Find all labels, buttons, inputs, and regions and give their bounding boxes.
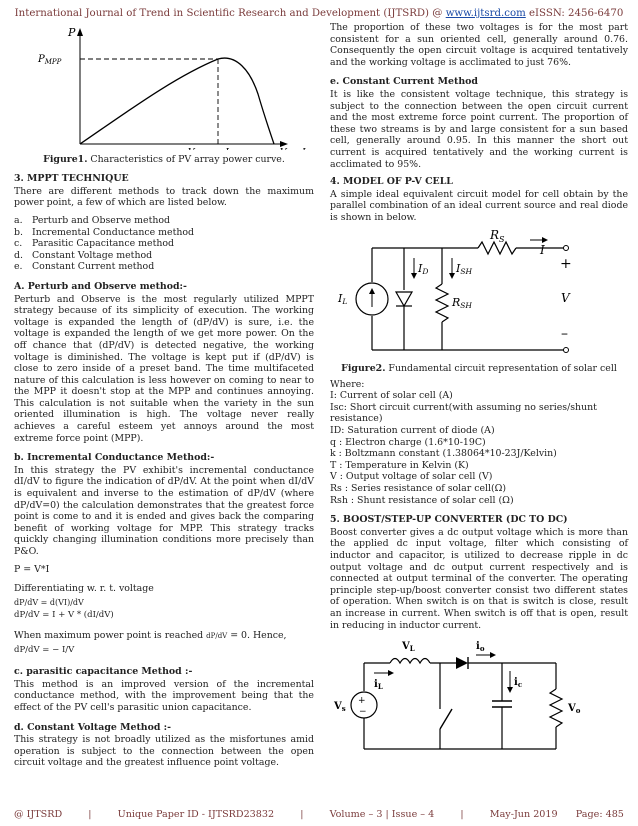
vs-label: $V_s$ (334, 701, 346, 714)
x-axis-arrow-icon (280, 141, 288, 147)
list-item: a. Perturb and Observe method (14, 214, 171, 226)
io-arrow-icon (490, 652, 496, 658)
y-axis-arrow-icon (77, 28, 83, 36)
header-journal: International Journal of Trend in Scientific Research and Development (IJTSRD) @ (14, 8, 446, 19)
list-item: Rs : Series resistance of solar cell(Ω) (330, 483, 507, 495)
equation-dp-dv-3: dP/dV = − I/V (14, 644, 75, 655)
boost-diode-icon (456, 657, 468, 669)
equation-p-vi: P = V*I (14, 563, 50, 575)
section-d-paragraph: This strategy is not broadly utilized as the misfortunes amid operation is subject to the connection between the open circuit voltage and the greatest influence point voltage. (14, 734, 314, 769)
differentiating-line: Differentiating w. r. t. voltage (14, 583, 154, 595)
figure1-caption: Figure1. Characteristics of PV array power curve. (43, 153, 285, 165)
shunt-current-arrow-icon (449, 273, 455, 279)
il-arrow-icon (388, 670, 394, 676)
vmpp-label (188, 148, 245, 150)
journal-url-link[interactable]: www.ijtsrd.com (445, 8, 526, 19)
diode-current-arrow-icon (411, 273, 417, 279)
where-label: Where: (330, 378, 365, 390)
list-item: I: Current of solar cell (A) (330, 390, 453, 402)
header-eissn: eISSN: 2456-6470 (525, 8, 624, 19)
right-column (330, 22, 628, 763)
io-label: $i_o$ (476, 641, 485, 654)
svg-text:+: + (358, 696, 366, 707)
terminal-plus-icon (564, 245, 569, 250)
section5-paragraph: Boost converter gives a dc output voltage which is more than the applied dc input voltage, filter which consisting of inductor and capacitor, is utilized to decrease ripple in dc output voltage and dc output current respectively and is connected at output terminal of the converter. The operating principle step-up/boost converter consist two different states of operation. When switch is on that is switch is close, result an increase in current. When switch is off that is open, result in reducing in inductor current. (330, 526, 628, 631)
v-label: V (561, 290, 570, 305)
il-boost-label: $i_L$ (374, 679, 383, 692)
list-item: q : Electron charge (1.6*10-19C) (330, 436, 486, 448)
equation-dp-dv-1: dP/dV = d(VI)/dV (14, 597, 84, 607)
x-axis-label (280, 148, 306, 150)
max-power-point-line: When maximum power point is reached dP/dV = 0. Hence, (14, 629, 287, 641)
section-e-paragraph: It is like the consistent voltage technique, this strategy is subject to the connection between the open circuit current and the most extreme force point current. The proportion of these two streams is by and large consistent for a sun based cell, generally around 0.95. In this manner the short out current is acquired tentatively and the working current is acclimated to 95%. (330, 88, 628, 170)
section-a-heading: A. Perturb and Observe method:- (14, 280, 187, 292)
ish-label: ISH (456, 261, 473, 276)
shunt-resistor-icon (436, 284, 448, 322)
vl-label: $V_L$ (402, 641, 415, 654)
voltage-ratio-paragraph: The proportion of these two voltages is for the most part consistent for a sun oriented cell, generally around 0.76. Consequently the open circuit voltage is acquired tentatively and the working voltage is acclimated to just 76%. (330, 22, 628, 68)
power-curve (80, 58, 274, 144)
list-item: Isc: Short circuit current(with assuming no series/shunt resistance) (330, 401, 597, 425)
terminal-minus-icon (564, 347, 569, 352)
definitions-list (330, 379, 628, 507)
rsh-label: RSH (452, 295, 472, 310)
list-item: V : Output voltage of solar cell (V) (330, 471, 493, 483)
footer-journal: @ IJTSRD (14, 809, 63, 820)
equation-dp-dv-2: dP/dV = I + V * (dI/dV) (14, 610, 114, 621)
i-label: I (540, 242, 545, 257)
ic-label: $i_c$ (514, 677, 523, 690)
section-b-heading: b. Incremental Conductance Method:- (14, 452, 215, 464)
list-item: b. Incremental Conductance method (14, 226, 195, 238)
list-item: d. Constant Voltage method (14, 249, 153, 261)
footer-date: May-Jun 2019 (489, 809, 558, 820)
list-item: k : Boltzmann constant (1.38064*10-23J/Kelvin) (330, 448, 557, 460)
list-item: Rsh : Shunt resistance of solar cell (Ω) (330, 494, 514, 506)
inductor-icon (390, 659, 430, 664)
list-item: e. Constant Current method (14, 261, 155, 273)
footer-volume: Volume – 3 | Issue – 4 (329, 809, 435, 820)
rs-label: $R_S$ (490, 229, 505, 244)
pv-power-curve-figure (14, 22, 314, 150)
switch-icon (440, 709, 452, 729)
solar-cell-circuit-figure (330, 230, 628, 362)
list-item: T : Temperature in Kelvin (K) (330, 459, 469, 471)
section-e-heading: e. Constant Current Method (330, 76, 478, 88)
section-b-paragraph: In this strategy the PV exhibit's incremental conductance dI/dV to figure the indication of dP/dV. At the point when dI/dV is equivalent and inverse to the estimation of dP/dV (where dP/dV=0) the calculation demonstrates that the greatest force point is come to and it is ended and gives back the comparing benefit of working voltage for MPP. This strategy tracks quickly changing illumination conditions more precisely than P&O. (14, 464, 314, 557)
section5-heading: 5. BOOST/STEP-UP CONVERTER (DC TO DC) (330, 514, 568, 526)
section-a-paragraph: Perturb and Observe is the most regularly utilized MPPT strategy because of its simplicity of execution. The working voltage is expanded the length of (dP/dV) is sure, i.e. the voltage is expanded the length of we get more power. On the off chance that (dP/dV) is detected negative, the working voltage is diminished. The voltage is kept put if (dP/dV) is close to zero inside of a preset band. The time multifaceted nature of this calculation is less however on coming to near to the MPP it doesn't stop at the MPP and continues annoying. This calculation is not suitable when the variety in the sun oriented illumination is high. The voltage never really achieves a careful esteem yet annoys around the most extreme force point (MPP). (14, 293, 314, 444)
load-resistor-icon (550, 689, 562, 727)
section-c-heading: c. parasitic capacitance Method :- (14, 666, 193, 678)
ic-arrow-icon (507, 687, 513, 693)
left-column (14, 22, 314, 775)
list-item: c. Parasitic Capacitance method (14, 238, 175, 250)
section-d-heading: d. Constant Voltage Method :- (14, 721, 172, 733)
list-item: ID: Saturation current of diode (A) (330, 425, 495, 437)
footer-page-number: Page: 485 (575, 809, 624, 820)
diode-icon (396, 292, 412, 306)
il-label: IL (338, 291, 348, 306)
section3-paragraph: There are different methods to track down the maximum power point, a few of which are listed below. (14, 185, 314, 209)
footer-paper-id: Unique Paper ID - IJTSRD23832 (117, 809, 275, 820)
mppt-method-list (14, 215, 314, 273)
minus-label: – (561, 325, 568, 342)
section4-heading: 4. MODEL OF P-V CELL (330, 176, 453, 188)
boost-converter-figure (330, 637, 628, 759)
section-c-paragraph: This method is an improved version of the incremental conductance method, with the improvement being that the effect of the PV cell's parasitic union capacitance. (14, 678, 314, 713)
series-resistor-icon (478, 242, 516, 254)
id-label: ID (418, 261, 429, 276)
section3-heading: 3. MPPT TECHNIQUE (14, 173, 129, 185)
page-footer: @ IJTSRD | Unique Paper ID - IJTSRD23832 | Volume – 3 | Issue – 4 | May-Jun 2019 Page: 485 (14, 809, 624, 820)
pmpp-label: $P_{MPP}$ (38, 54, 62, 66)
figure2-caption: Figure2. Fundamental circuit representation of solar cell (341, 363, 617, 375)
plus-label: + (560, 255, 572, 272)
vo-label: $V_o$ (568, 703, 581, 716)
journal-header (0, 8, 638, 19)
y-axis-label: P (68, 26, 76, 39)
section4-paragraph: A simple ideal equivalent circuit model for cell obtain by the parallel combination of an ideal current source and real diode is shown in below. (330, 188, 628, 223)
svg-text:−: − (359, 707, 367, 718)
